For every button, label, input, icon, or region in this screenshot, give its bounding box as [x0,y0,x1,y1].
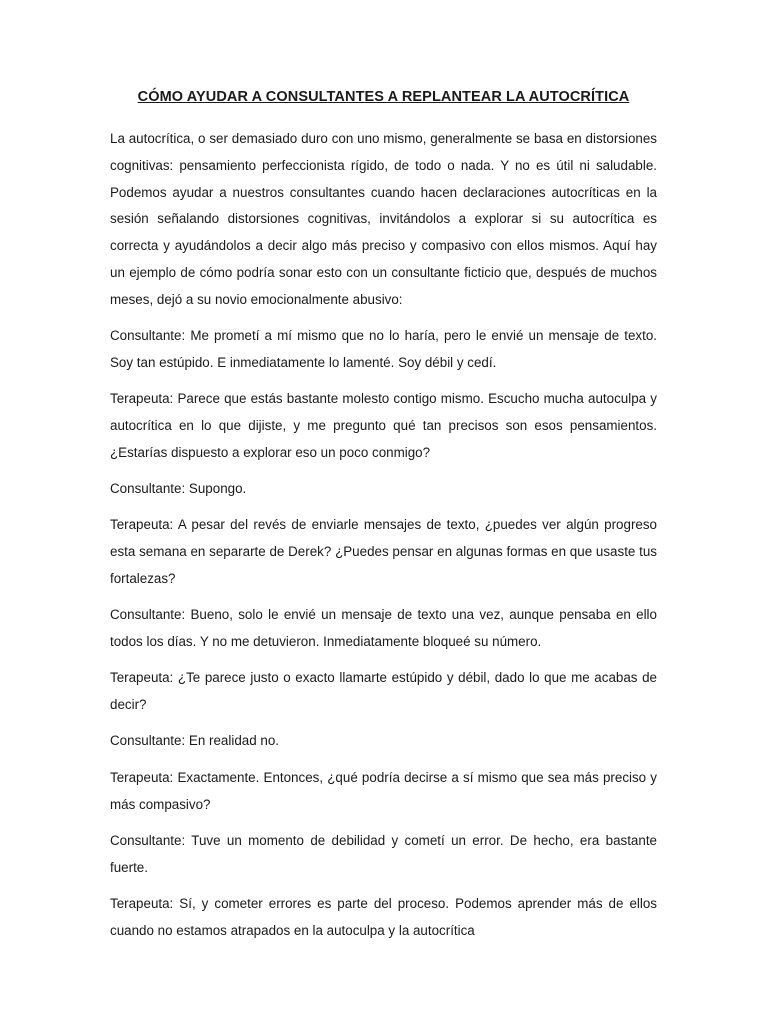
speaker-label: Consultante: [110,733,186,749]
dialogue-text: Parece que estás bastante molesto contigo mismo. Escucho mucha autoculpa y autocrítica en lo que dijiste, y me pregunto qué tan precisos son esos pensamientos. ¿Estarías dispuesto a explorar eso un poco conmigo? [110,391,657,460]
dialogue-line [110,891,657,945]
speaker-label: Consultante: [110,328,186,344]
dialogue-text: Exactamente. Entonces, ¿qué podría decirse a sí mismo que sea más preciso y más compasivo? [110,769,657,812]
speaker-label: Terapeuta: [110,895,174,911]
dialogue-line [110,323,657,377]
document-title: CÓMO AYUDAR A CONSULTANTES A REPLANTEAR LA AUTOCRÍTICA [137,89,630,105]
dialogue-text: ¿Te parece justo o exacto llamarte estúpido y débil, dado lo que me acabas de decir? [110,670,657,713]
speaker-label: Terapeuta: [110,769,174,785]
dialogue-line [110,765,657,819]
speaker-label: Terapeuta: [110,517,174,533]
dialogue-text: En realidad no. [188,733,280,749]
dialogue-line [110,728,657,755]
dialogue-text: Supongo. [188,481,247,497]
dialogue-line [110,476,657,503]
dialogue-line [110,386,657,466]
dialogue-text: A pesar del revés de enviarle mensajes de texto, ¿puedes ver algún progreso esta semana en separarte de Derek? ¿Puedes pensar en algunas formas en que usaste tus fortalezas? [110,517,657,586]
dialogue-text: Tuve un momento de debilidad y cometí un error. De hecho, era bastante fuerte. [110,832,657,875]
dialogue-text: Bueno, solo le envié un mensaje de texto una vez, aunque pensaba en ello todos los días. Y no me detuvieron. Inmediatamente bloqueé su número. [110,607,657,650]
dialogue-line [110,602,657,656]
speaker-label: Terapeuta: [110,670,174,686]
dialogue-line [110,512,657,592]
dialogue-text: Me prometí a mí mismo que no lo haría, pero le envié un mensaje de texto. Soy tan estúpido. E inmediatamente lo lamenté. Soy débil y cedí. [110,328,657,370]
speaker-label: Consultante: [110,481,186,497]
speaker-label: Consultante: [110,832,186,848]
intro-paragraph: La autocrítica, o ser demasiado duro con uno mismo, generalmente se basa en distorsiones cognitivas: pensamiento perfeccionista rígido, de todo o nada. Y no es útil ni saludable. Podemos ayudar a nuestros consultantes cuando hacen declaraciones autocríticas en la sesión señalando distorsiones cognitivas, invitándolos a explorar si su autocrítica es correcta y ayudándolos a decir algo más preciso y compasivo con ellos mismos. Aquí hay un ejemplo de cómo podría sonar esto con un consultante ficticio que, después de muchos meses, dejó a su novio emocionalmente abusivo: [110,131,657,307]
dialogue-text: Sí, y cometer errores es parte del proceso. Podemos aprender más de ellos cuando no estamos atrapados en la autoculpa y la autocrítica [110,895,657,938]
dialogue-line [110,828,657,882]
document-page [110,86,657,954]
speaker-label: Consultante: [110,607,186,623]
speaker-label: Terapeuta: [110,391,174,407]
dialogue-line [110,665,657,719]
